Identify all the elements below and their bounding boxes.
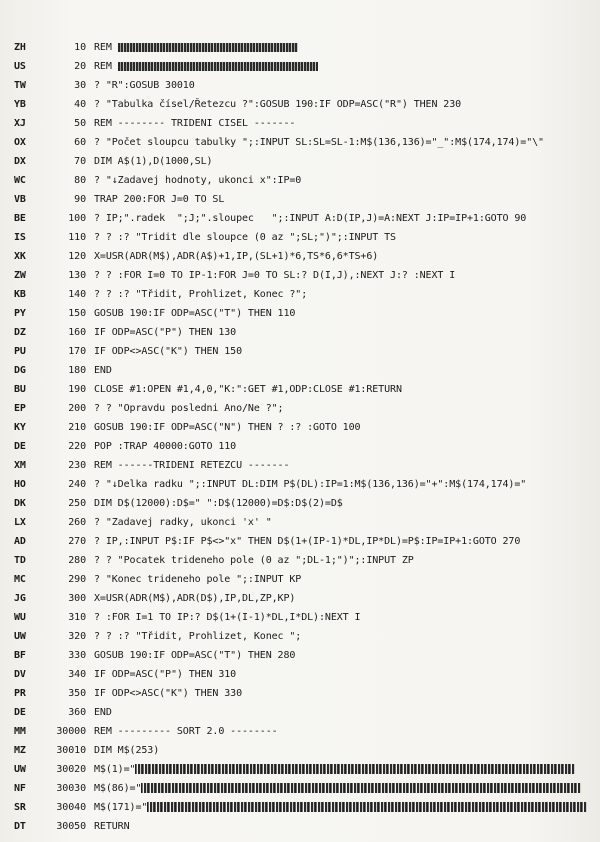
code-text: REM -------- TRIDENI CISEL -------	[94, 118, 296, 129]
code-text: ? "↓Zadavej hodnoty, ukonci x":IP=0	[94, 175, 302, 186]
line-code	[94, 589, 600, 608]
line-checksum: YB	[14, 99, 26, 110]
machine-code-garble	[141, 783, 581, 793]
code-text: GOSUB 190:IF ODP=ASC("T") THEN 110	[94, 308, 296, 319]
line-checksum: DG	[14, 365, 26, 376]
code-line	[14, 171, 600, 190]
line-checksum: MC	[14, 574, 26, 585]
code-line	[14, 152, 600, 171]
line-number: 150	[68, 308, 86, 319]
code-text: M$(171)="	[94, 802, 148, 813]
code-text: ? ? :FOR I=0 TO IP-1:FOR J=0 TO SL:? D(I,J),:NEXT J:? :NEXT I	[94, 270, 456, 281]
code-line	[14, 703, 600, 722]
code-text: TRAP 200:FOR J=0 TO SL	[94, 194, 225, 205]
code-text: X=USR(ADR(M$),ADR(A$)+1,IP,(SL+1)*6,TS*6,6*TS+6)	[94, 251, 379, 262]
code-line	[14, 741, 600, 760]
code-line	[14, 57, 600, 76]
code-line	[14, 627, 600, 646]
code-line	[14, 114, 600, 133]
line-checksum: AD	[14, 536, 26, 547]
line-number: 280	[68, 555, 86, 566]
line-code	[94, 475, 600, 494]
line-code	[94, 456, 600, 475]
line-checksum: BU	[14, 384, 26, 395]
line-code	[94, 209, 600, 228]
line-code	[94, 551, 600, 570]
code-text: ? ? :? "Třidit, Prohlizet, Konec ?";	[94, 289, 308, 300]
line-code	[94, 722, 600, 741]
code-text: ? ? :? "Tridit dle sloupce (0 az ";SL;")";:INPUT TS	[94, 232, 396, 243]
code-text: GOSUB 190:IF ODP=ASC("N") THEN ? :? :GOTO 100	[94, 422, 361, 433]
line-number: 30050	[56, 821, 86, 832]
code-line	[14, 285, 600, 304]
code-line	[14, 418, 600, 437]
line-code	[94, 190, 600, 209]
line-code	[94, 532, 600, 551]
code-text: DIM A$(1),D(1000,SL)	[94, 156, 213, 167]
code-text: CLOSE #1:OPEN #1,4,0,"K:":GET #1,ODP:CLOSE #1:RETURN	[94, 384, 402, 395]
line-code	[94, 342, 600, 361]
code-text: M$(1)="	[94, 764, 136, 775]
line-code	[94, 133, 600, 152]
code-text: M$(86)="	[94, 783, 142, 794]
line-number: 300	[68, 593, 86, 604]
line-checksum: DT	[14, 821, 26, 832]
line-checksum: DK	[14, 498, 26, 509]
code-line	[14, 760, 600, 779]
line-number: 30	[74, 80, 86, 91]
line-number: 220	[68, 441, 86, 452]
code-line	[14, 190, 600, 209]
line-checksum: DZ	[14, 327, 26, 338]
code-line	[14, 342, 600, 361]
code-text: RETURN	[94, 821, 130, 832]
code-line	[14, 513, 600, 532]
code-text: ? "Zadavej radky, ukonci 'x' "	[94, 517, 272, 528]
line-number: 340	[68, 669, 86, 680]
code-text: END	[94, 365, 112, 376]
line-number: 330	[68, 650, 86, 661]
code-line	[14, 209, 600, 228]
code-text: DIM M$(253)	[94, 745, 160, 756]
line-checksum: XK	[14, 251, 26, 262]
code-text: REM	[94, 61, 118, 72]
code-text: ? "Počet sloupcu tabulky ";:INPUT SL:SL=SL-1:M$(136,136)="_":M$(174,174)="\"	[94, 137, 544, 148]
code-text: ? ? "Pocatek trideneho pole (0 az ";DL-1;")";:INPUT ZP	[94, 555, 414, 566]
code-text: REM	[94, 42, 118, 53]
line-code	[94, 437, 600, 456]
line-number: 170	[68, 346, 86, 357]
code-line	[14, 646, 600, 665]
line-code	[94, 399, 600, 418]
line-number: 40	[74, 99, 86, 110]
line-code	[94, 779, 600, 798]
line-checksum: BE	[14, 213, 26, 224]
line-number: 60	[74, 137, 86, 148]
code-text: ? "R":GOSUB 30010	[94, 80, 195, 91]
line-checksum: MM	[14, 726, 26, 737]
line-number: 100	[68, 213, 86, 224]
code-text: IF ODP<>ASC("K") THEN 150	[94, 346, 243, 357]
code-text: ? "↓Delka radku ";:INPUT DL:DIM P$(DL):IP=1:M$(136,136)="+":M$(174,174)="	[94, 479, 527, 490]
line-number: 320	[68, 631, 86, 642]
code-line	[14, 684, 600, 703]
line-code	[94, 266, 600, 285]
line-code	[94, 627, 600, 646]
line-code	[94, 741, 600, 760]
line-checksum: IS	[14, 232, 26, 243]
line-checksum: VB	[14, 194, 26, 205]
line-checksum: OX	[14, 137, 26, 148]
code-text: ? "Konec trideneho pole ";:INPUT KP	[94, 574, 302, 585]
code-text: IF ODP<>ASC("K") THEN 330	[94, 688, 243, 699]
line-code	[94, 817, 600, 836]
line-number: 190	[68, 384, 86, 395]
code-line	[14, 228, 600, 247]
line-number: 110	[68, 232, 86, 243]
code-text: IF ODP=ASC("P") THEN 310	[94, 669, 237, 680]
line-checksum: UW	[14, 631, 26, 642]
line-number: 200	[68, 403, 86, 414]
line-number: 30000	[56, 726, 86, 737]
code-text: GOSUB 190:IF ODP=ASC("T") THEN 280	[94, 650, 296, 661]
line-checksum: XJ	[14, 118, 26, 129]
line-checksum: ZW	[14, 270, 26, 281]
code-line	[14, 665, 600, 684]
line-checksum: DV	[14, 669, 26, 680]
code-text: IF ODP=ASC("P") THEN 130	[94, 327, 237, 338]
line-checksum: MZ	[14, 745, 26, 756]
code-line	[14, 266, 600, 285]
line-checksum: HO	[14, 479, 26, 490]
line-number: 350	[68, 688, 86, 699]
line-checksum: PR	[14, 688, 26, 699]
line-code	[94, 608, 600, 627]
line-checksum: TW	[14, 80, 26, 91]
line-code	[94, 57, 600, 76]
line-code	[94, 684, 600, 703]
code-line	[14, 608, 600, 627]
line-number: 290	[68, 574, 86, 585]
line-number: 240	[68, 479, 86, 490]
line-code	[94, 798, 600, 817]
code-line	[14, 779, 600, 798]
line-code	[94, 361, 600, 380]
line-number: 260	[68, 517, 86, 528]
line-code	[94, 380, 600, 399]
line-checksum: DE	[14, 441, 26, 452]
code-line	[14, 95, 600, 114]
line-checksum: BF	[14, 650, 26, 661]
code-line	[14, 475, 600, 494]
line-checksum: UW	[14, 764, 26, 775]
line-number: 230	[68, 460, 86, 471]
code-line	[14, 532, 600, 551]
code-text: END	[94, 707, 112, 718]
line-number: 140	[68, 289, 86, 300]
basic-listing	[14, 38, 600, 836]
line-checksum: XM	[14, 460, 26, 471]
line-code	[94, 494, 600, 513]
line-checksum: TD	[14, 555, 26, 566]
line-checksum: WU	[14, 612, 26, 623]
line-number: 90	[74, 194, 86, 205]
line-checksum: LX	[14, 517, 26, 528]
inverse-video-banner	[118, 62, 318, 71]
line-number: 310	[68, 612, 86, 623]
line-number: 210	[68, 422, 86, 433]
line-checksum: KY	[14, 422, 26, 433]
line-code	[94, 513, 600, 532]
code-text: ? ? "Opravdu posledni Ano/Ne ?";	[94, 403, 284, 414]
line-code	[94, 703, 600, 722]
line-code	[94, 114, 600, 133]
line-code	[94, 95, 600, 114]
line-code	[94, 323, 600, 342]
code-text: ? :FOR I=1 TO IP:? D$(1+(I-1)*DL,I*DL):NEXT I	[94, 612, 361, 623]
inverse-video-banner	[118, 43, 298, 52]
line-code	[94, 665, 600, 684]
line-checksum: WC	[14, 175, 26, 186]
line-checksum: PY	[14, 308, 26, 319]
line-checksum: DE	[14, 707, 26, 718]
code-line	[14, 304, 600, 323]
code-text: REM ------TRIDENI RETEZCU -------	[94, 460, 290, 471]
line-number: 50	[74, 118, 86, 129]
line-code	[94, 418, 600, 437]
line-code	[94, 171, 600, 190]
line-code	[94, 38, 600, 57]
code-line	[14, 76, 600, 95]
line-number: 180	[68, 365, 86, 376]
code-text: ? "Tabulka čísel/Řetezcu ?":GOSUB 190:IF ODP=ASC("R") THEN 230	[94, 99, 462, 110]
line-code	[94, 760, 600, 779]
line-checksum: JG	[14, 593, 26, 604]
code-line	[14, 133, 600, 152]
code-text: X=USR(ADR(M$),ADR(D$),IP,DL,ZP,KP)	[94, 593, 296, 604]
line-code	[94, 152, 600, 171]
line-code	[94, 646, 600, 665]
line-number: 70	[74, 156, 86, 167]
code-line	[14, 456, 600, 475]
code-line	[14, 798, 600, 817]
line-number: 160	[68, 327, 86, 338]
code-line	[14, 361, 600, 380]
machine-code-garble	[147, 802, 587, 812]
line-number: 30010	[56, 745, 86, 756]
line-number: 30040	[56, 802, 86, 813]
line-code	[94, 304, 600, 323]
line-checksum: PU	[14, 346, 26, 357]
line-checksum: SR	[14, 802, 26, 813]
line-number: 30030	[56, 783, 86, 794]
line-checksum: US	[14, 61, 26, 72]
line-number: 120	[68, 251, 86, 262]
code-line	[14, 494, 600, 513]
line-checksum: DX	[14, 156, 26, 167]
line-number: 250	[68, 498, 86, 509]
code-text: ? ? :? "Třidit, Prohlizet, Konec ";	[94, 631, 302, 642]
line-number: 20	[74, 61, 86, 72]
line-code	[94, 285, 600, 304]
code-line	[14, 551, 600, 570]
line-checksum: EP	[14, 403, 26, 414]
line-code	[94, 570, 600, 589]
code-line	[14, 380, 600, 399]
code-text: ? IP,:INPUT P$:IF P$<>"x" THEN D$(1+(IP-1)*DL,IP*DL)=P$:IP=IP+1:GOTO 270	[94, 536, 521, 547]
line-code	[94, 247, 600, 266]
line-number: 360	[68, 707, 86, 718]
line-number: 130	[68, 270, 86, 281]
line-number: 80	[74, 175, 86, 186]
code-line	[14, 399, 600, 418]
code-line	[14, 437, 600, 456]
code-line	[14, 589, 600, 608]
line-checksum: NF	[14, 783, 26, 794]
code-line	[14, 38, 600, 57]
line-code	[94, 76, 600, 95]
line-number: 10	[74, 42, 86, 53]
code-text: DIM D$(12000):D$=" ":D$(12000)=D$:D$(2)=D$	[94, 498, 343, 509]
code-line	[14, 323, 600, 342]
line-checksum: KB	[14, 289, 26, 300]
code-text: REM --------- SORT 2.0 --------	[94, 726, 278, 737]
code-line	[14, 570, 600, 589]
line-checksum: ZH	[14, 42, 26, 53]
line-number: 270	[68, 536, 86, 547]
code-line	[14, 247, 600, 266]
line-code	[94, 228, 600, 247]
machine-code-garble	[135, 764, 575, 774]
code-text: POP :TRAP 40000:GOTO 110	[94, 441, 237, 452]
code-text: ? IP;".radek ";J;".sloupec ";:INPUT A:D(IP,J)=A:NEXT J:IP=IP+1:GOTO 90	[94, 213, 527, 224]
code-line	[14, 817, 600, 836]
code-line	[14, 722, 600, 741]
line-number: 30020	[56, 764, 86, 775]
